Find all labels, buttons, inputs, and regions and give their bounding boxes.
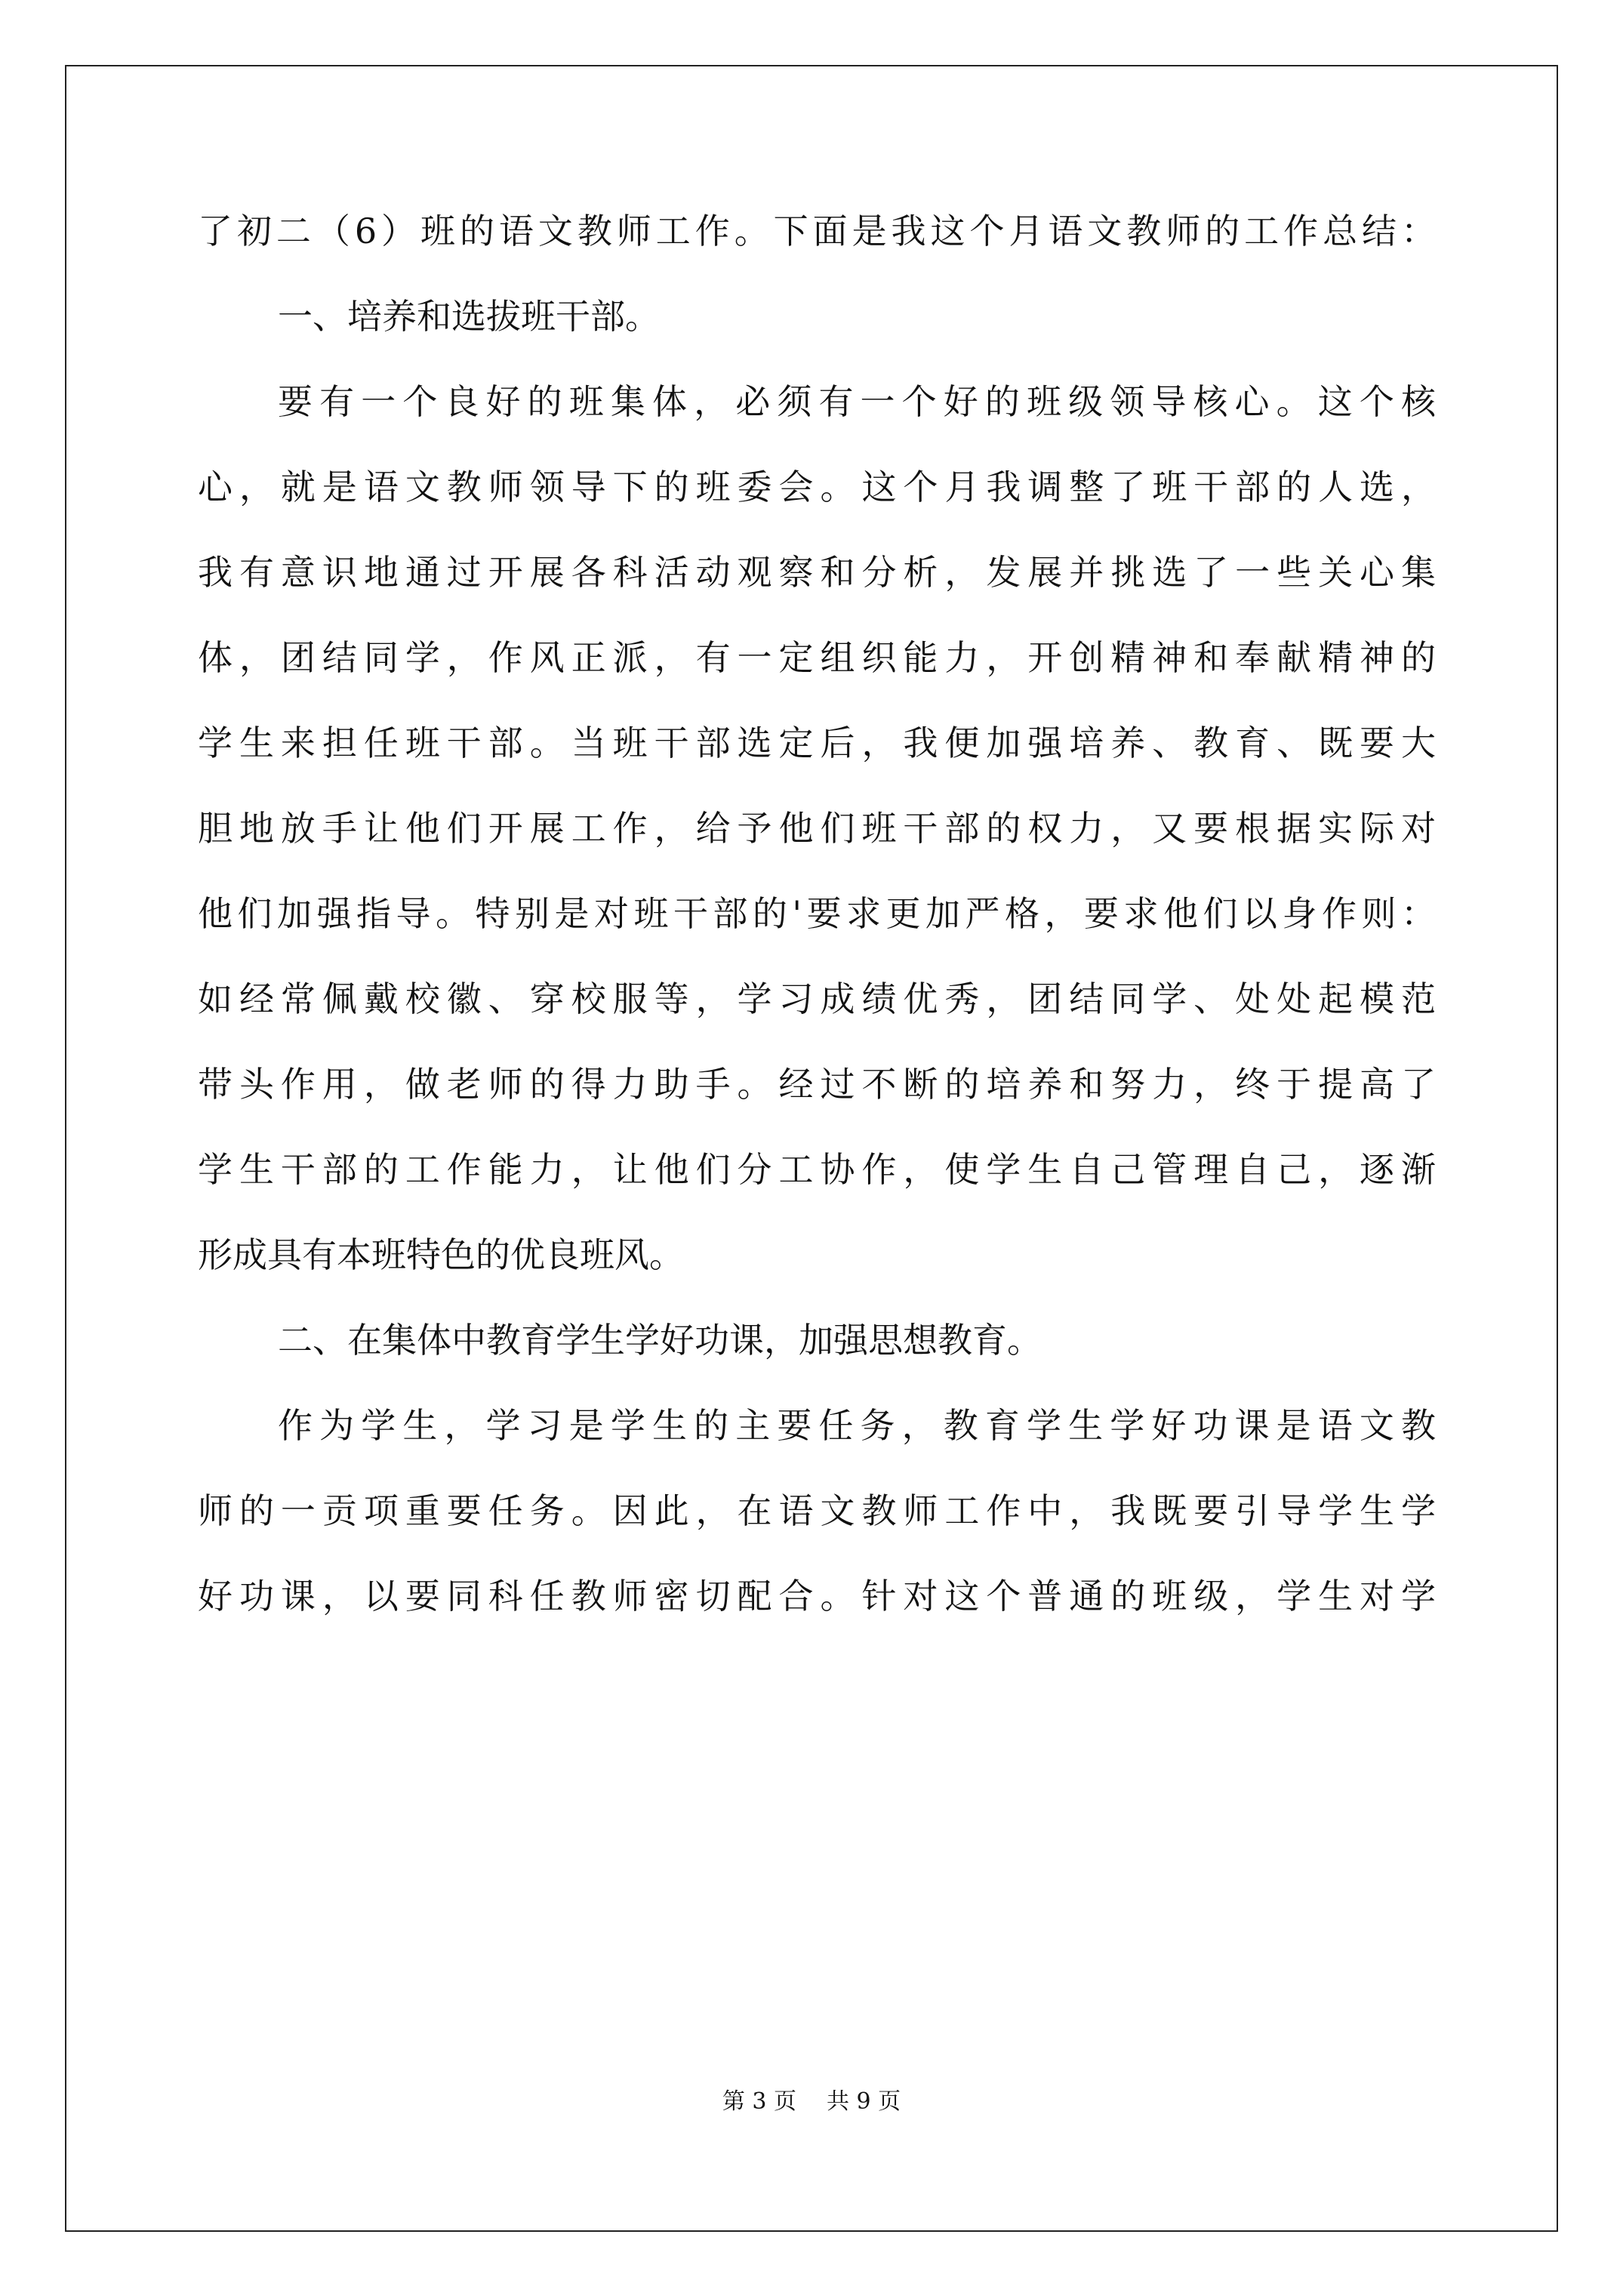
page-footer	[0, 2087, 1623, 2117]
text-line: 心，就是语文教师领导下的班委会。这个月我调整了班干部的人选，	[198, 467, 1436, 507]
text-line: 好功课，以要同科任教师密切配合。针对这个普通的班级，学生对学	[198, 1576, 1436, 1616]
page-number-current: 第 3 页	[722, 2088, 796, 2115]
text-line: 他们加强指导。特别是对班干部的'要求更加严格，要求他们以身作则：	[198, 893, 1436, 934]
text-line: 学生来担任班干部。当班干部选定后，我便加强培养、教育、既要大	[198, 723, 1436, 763]
section-heading: 一、培养和选拔班干部。	[278, 296, 660, 337]
text-line: 我有意识地通过开展各科活动观察和分析，发展并挑选了一些关心集	[198, 552, 1436, 593]
page-number-total: 共 9 页	[827, 2088, 901, 2115]
text-line: 师的一贡项重要任务。因此，在语文教师工作中，我既要引导学生学	[198, 1490, 1436, 1531]
text-line: 如经常佩戴校徽、穿校服等，学习成绩优秀，团结同学、处处起模范	[198, 978, 1436, 1019]
text-line: 作为学生，学习是学生的主要任务，教育学生学好功课是语文教	[278, 1405, 1436, 1446]
text-line: 了初二（6）班的语文教师工作。下面是我这个月语文教师的工作总结：	[198, 211, 1436, 251]
text-line: 胆地放手让他们开展工作，给予他们班干部的权力，又要根据实际对	[198, 808, 1436, 849]
text-line: 学生干部的工作能力，让他们分工协作，使学生自己管理自己，逐渐	[198, 1149, 1436, 1190]
text-line: 带头作用，做老师的得力助手。经过不断的培养和努力，终于提高了	[198, 1064, 1436, 1105]
text-line: 体，团结同学，作风正派，有一定组织能力，开创精神和奉献精神的	[198, 637, 1436, 678]
document-body	[198, 189, 1436, 1639]
text-line: 要有一个良好的班集体，必须有一个好的班级领导核心。这个核	[278, 381, 1436, 422]
section-heading: 二、在集体中教育学生学好功课，加强思想教育。	[278, 1320, 1042, 1361]
text-line: 形成具有本班特色的优良班风。	[198, 1234, 684, 1275]
